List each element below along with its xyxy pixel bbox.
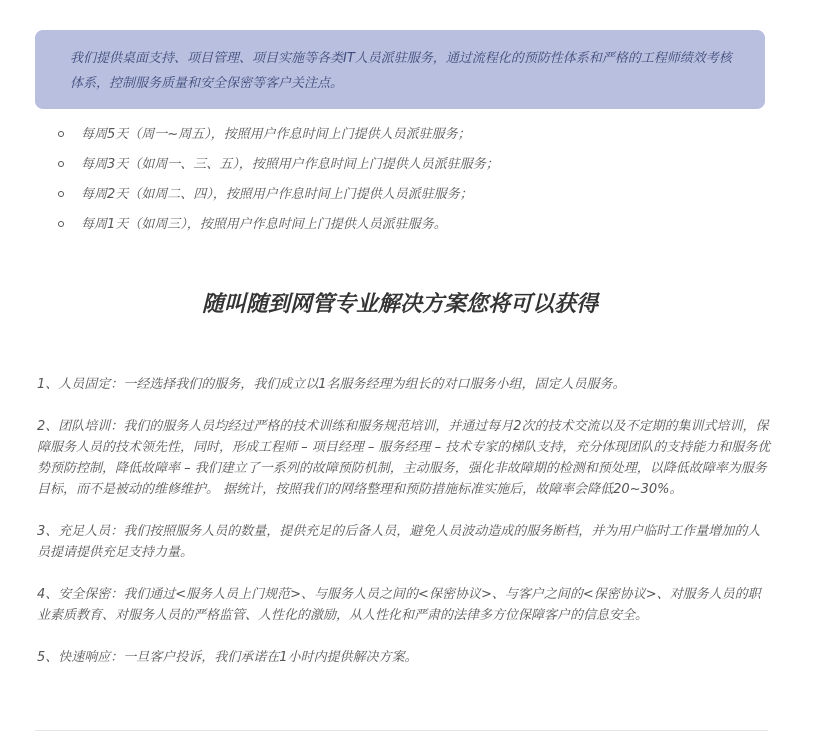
benefit-paragraph: 5、快速响应：一旦客户投诉，我们承诺在1小时内提供解决方案。 xyxy=(37,650,418,665)
list-item-text: 每周3天（如周一、三、五），按照用户作息时间上门提供人员派驻服务； xyxy=(81,157,499,172)
list-item xyxy=(58,180,499,210)
circle-bullet-icon xyxy=(58,221,64,227)
list-item-text: 每周2天（如周二、四），按照用户作息时间上门提供人员派驻服务； xyxy=(81,187,473,202)
list-item xyxy=(58,210,499,240)
benefit-paragraph: 2、团队培训：我们的服务人员均经过严格的技术训练和服务规范培训，并通过每月2次的技术交流以及不定期的集训式培训，保障服务人员的技术领先性，同时，形成工程师 – 项目经理 – 服务经理 – 技术专家的梯队支持，充分体现团队的支持能力和服务优势预防控制，降低故障率 – 我们建立了一系列的故障预防机制，主动服务，强化非故障期的检测和预处理，以降低故障率为服务目标，而不是被动的维修维护。 据统计，按照我们的网络整理和预防措施标准实施后，故障率会降低20~30%。 xyxy=(37,419,771,497)
section-heading: 随叫随到网管专业解决方案您将可以获得 xyxy=(201,292,598,317)
benefit-paragraph: 3、充足人员：我们按照服务人员的数量，提供充足的后备人员，避免人员波动造成的服务断档，并为用户临时工作量增加的人员提请提供充足支持力量。 xyxy=(37,524,761,560)
intro-box xyxy=(35,30,765,109)
bottom-divider xyxy=(35,730,768,731)
list-item-text: 每周5天（周一~周五），按照用户作息时间上门提供人员派驻服务； xyxy=(81,127,471,142)
circle-bullet-icon xyxy=(58,131,64,137)
service-frequency-list xyxy=(58,120,499,240)
benefit-paragraph: 1、人员固定：一经选择我们的服务，我们成立以1名服务经理为组长的对口服务小组，固定人员服务。 xyxy=(37,377,626,392)
intro-text: 我们提供桌面支持、项目管理、项目实施等各类IT人员派驻服务，通过流程化的预防性体系和严格的工程师绩效考核体系，控制服务质量和安全保密等客户关注点。 xyxy=(70,51,732,91)
circle-bullet-icon xyxy=(58,191,64,197)
list-item xyxy=(58,150,499,180)
list-item xyxy=(58,120,499,150)
list-item-text: 每周1天（如周三），按照用户作息时间上门提供人员派驻服务。 xyxy=(81,217,447,232)
benefits-list xyxy=(37,374,772,689)
benefit-paragraph: 4、安全保密：我们通过<服务人员上门规范>、与服务人员之间的<保密协议>、与客户之间的<保密协议>、对服务人员的职业素质教育、对服务人员的严格监管、人性化的激励，从人性化和严肃的法律多方位保障客户的信息安全。 xyxy=(37,587,761,623)
circle-bullet-icon xyxy=(58,161,64,167)
